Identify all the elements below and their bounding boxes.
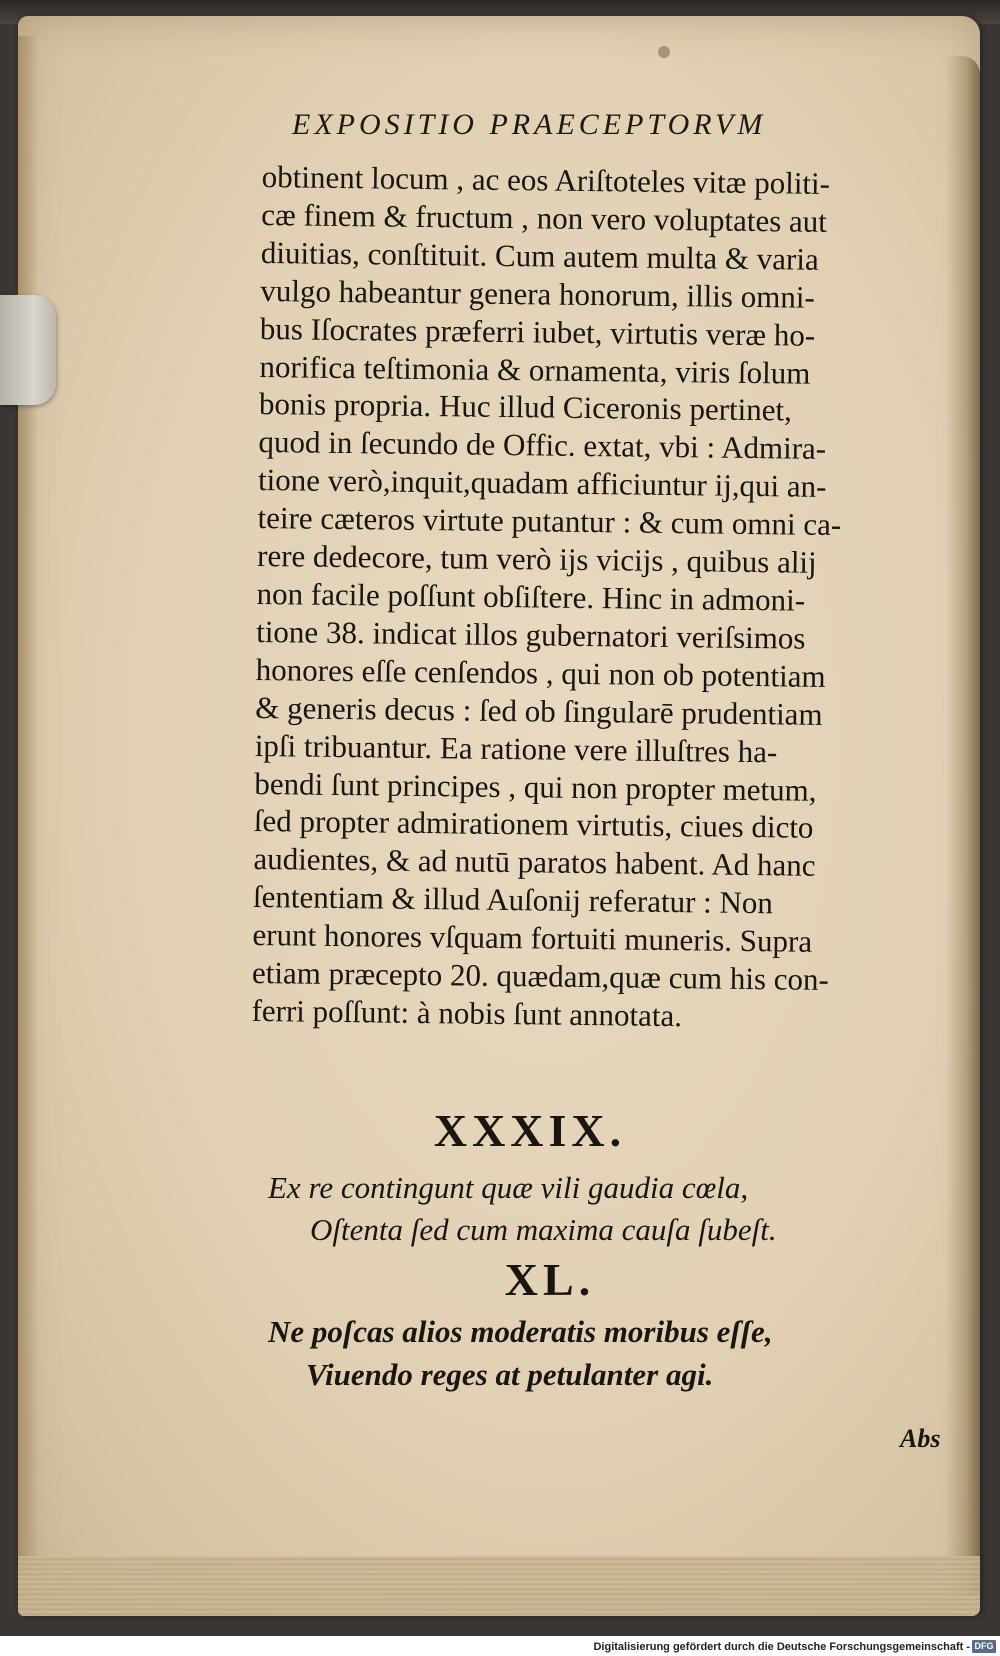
text-line: teire cæteros virtute putantur : & cum omni ca- bbox=[257, 500, 842, 543]
text-line: ferri poſſunt: à nobis ſunt annotata. bbox=[251, 992, 683, 1034]
text-line: rere dedecore, tum verò ijs vicijs , quibus alij bbox=[256, 538, 817, 580]
text-line: bendi ſunt principes , qui non propter metum, bbox=[254, 765, 817, 808]
text-line: vulgo habeantur genera honorum, illis omni- bbox=[260, 272, 815, 315]
text-line: ipſi tribuantur. Ea ratione vere illuſtres ha- bbox=[254, 727, 778, 769]
verse-line: Oſtenta ſed cum maxima cauſa ſubeſt. bbox=[310, 1212, 777, 1247]
text-line: erunt honores vſquam fortuiti muneris. Supra bbox=[252, 917, 813, 959]
text-line: quod in ſecundo de Offic. extat, vbi : Admira- bbox=[258, 424, 827, 467]
page-bottom-edge bbox=[18, 1556, 980, 1616]
page-clip bbox=[0, 295, 56, 405]
text-line: & generis decus : ſed ob ſingularē prudentiam bbox=[255, 689, 823, 732]
verse-line: Ne poſcas alios moderatis moribus eſſe, bbox=[268, 1314, 773, 1349]
catchword: Abs bbox=[900, 1424, 941, 1453]
footer-bar bbox=[0, 1636, 1000, 1656]
text-line: cæ finem & fructum , non vero voluptates aut bbox=[261, 196, 828, 239]
paper-stain bbox=[658, 46, 670, 58]
dfg-logo-icon: DFG bbox=[972, 1640, 996, 1653]
text-line: ſententiam & illud Auſonij referatur : Non bbox=[252, 879, 774, 921]
running-head: EXPOSITIO PRAECEPTORVM bbox=[292, 108, 767, 141]
text-line: bus Iſocrates præferri iubet, virtutis veræ ho- bbox=[259, 310, 816, 353]
text-line: etiam præcepto 20. quædam,quæ cum his con- bbox=[251, 954, 830, 998]
text-line: non facile poſſunt obſiſtere. Hinc in admoni- bbox=[256, 575, 806, 618]
text-line: bonis propria. Huc illud Ciceronis pertinet, bbox=[258, 386, 793, 428]
page-gutter-shadow bbox=[18, 36, 38, 1576]
text-line: norifica teſtimonia & ornamenta, viris ſolum bbox=[259, 348, 811, 391]
section-numeral-xl: XL. bbox=[504, 1254, 596, 1305]
verse-line: Ex re contingunt quæ vili gaudia cœla, bbox=[268, 1170, 749, 1205]
text-line: ſed propter admirationem virtutis, ciues dicto bbox=[253, 803, 814, 846]
text-line: honores eſſe cenſendos , qui non ob potentiam bbox=[255, 651, 826, 694]
verse-line: Viuendo reges at petulanter agi. bbox=[306, 1357, 714, 1392]
text-line: tione 38. indicat illos gubernatori veriſsimos bbox=[256, 613, 806, 656]
text-line: tione verò,inquit,quadam afficiuntur ij,qui an- bbox=[257, 462, 827, 505]
page-fore-edge bbox=[946, 56, 980, 1596]
text-line: audientes, & ad nutū paratos habent. Ad hanc bbox=[253, 841, 816, 884]
text-line: obtinent locum , ac eos Ariſtoteles vitæ politi- bbox=[261, 158, 831, 201]
body-text bbox=[251, 158, 952, 1038]
text-line: diuitias, conſtituit. Cum autem multa & varia bbox=[260, 234, 819, 277]
section-numeral-xxxix: XXXIX. bbox=[433, 1105, 627, 1156]
funding-notice: Digitalisierung gefördert durch die Deutsche Forschungsgemeinschaft - bbox=[593, 1641, 970, 1653]
